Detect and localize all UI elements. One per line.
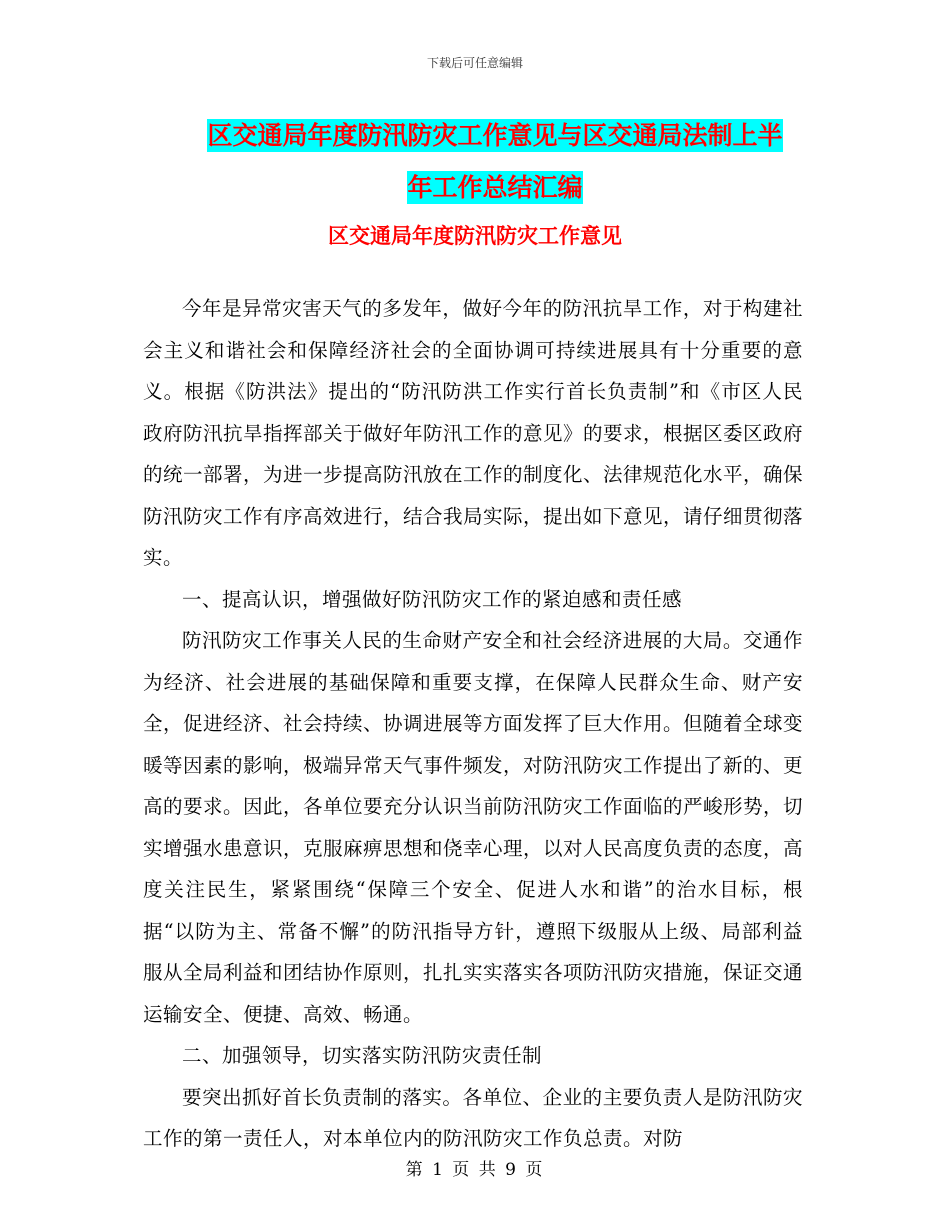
heading-one: 一、提高认识，增强做好防汛防灾工作的紧迫感和责任感 [182, 587, 683, 611]
header-note: 下载后可任意编辑 [426, 56, 523, 70]
body-text [143, 288, 803, 1160]
section-title: 区交通局年度防汛防灾工作意见 [328, 224, 622, 248]
paragraph-intro: 今年是异常灾害天气的多发年，做好今年的防汛抗旱工作，对于构建社会主义和谐社会和保障经济社会的全面协调可持续进展具有十分重要的意义。根据《防洪法》提出的“防汛防洪工作实行首长负责制”和《市区人民政府防汛抗旱指挥部关于做好年防汛工作的意见》的要求，根据区委区政府的统一部署，为进一步提高防汛放在工作的制度化、法律规范化水平，确保防汛防灾工作有序高效进行，结合我局实际，提出如下意见，请仔细贯彻落实。 [143, 297, 804, 569]
heading-two: 二、加强领导，切实落实防汛防灾责任制 [182, 1044, 543, 1067]
paragraph-one: 防汛防灾工作事关人民的生命财产安全和社会经济进展的大局。交通作为经济、社会进展的基础保障和重要支撑，在保障人民群众生命、财产安全，促进经济、社会持续、协调进展等方面发挥了巨大作用。但随着全球变暖等因素的影响，极端异常天气事件频发，对防汛防灾工作提出了新的、更高的要求。因此，各单位要充分认识当前防汛防灾工作面临的严峻形势，切实增强水患意识，克服麻痹思想和侥幸心理，以对人民高度负责的态度，高度关注民生，紧紧围绕“保障三个安全、促进人水和谐”的治水目标，根据“以防为主、常备不懈”的防汛指导方针，遵照下级服从上级、局部利益服从全局利益和团结协作原则，扎扎实实落实各项防汛防灾措施，保证交通运输安全、便捷、高效、畅通。 [143, 629, 804, 1026]
title-line-1: 区交通局年度防汛防灾工作意见与区交通局法制上半 [207, 121, 783, 150]
page-footer: 第 1 页 共 9 页 [405, 1160, 545, 1180]
paragraph-two: 要突出抓好首长负责制的落实。各单位、企业的主要负责人是防汛防灾工作的第一责任人，对本单位内的防汛防灾工作负总责。对防 [143, 1085, 803, 1150]
title-line-2: 年工作总结汇编 [407, 173, 583, 202]
document-title [180, 110, 810, 214]
